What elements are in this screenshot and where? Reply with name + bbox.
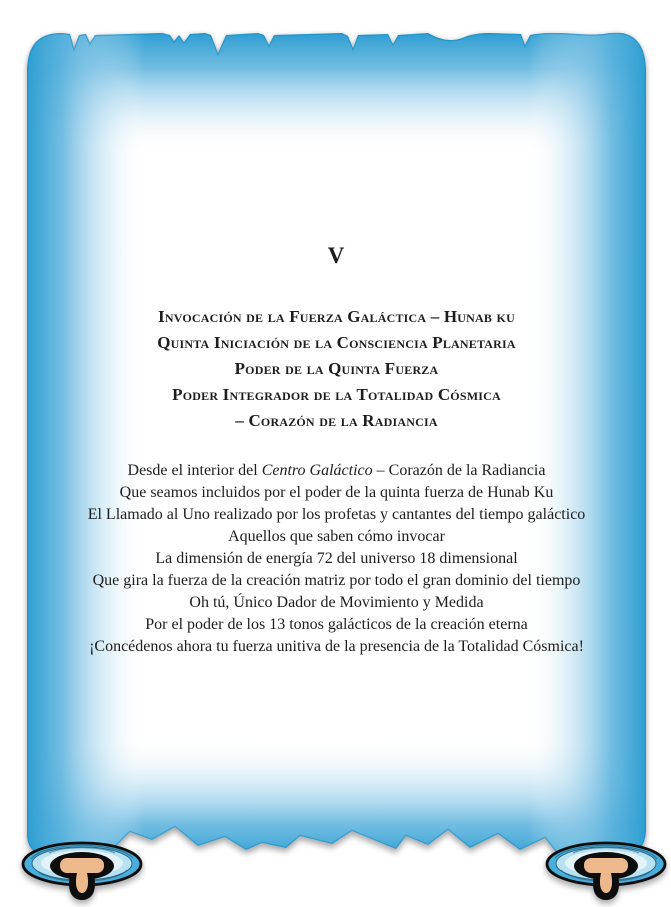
verse-line-1-italic: Centro Galáctico (261, 462, 373, 479)
verse-line-4: Aquellos que saben cómo invocar (228, 528, 445, 545)
chapter-numeral: V (327, 243, 346, 268)
verse-line-5: La dimensión de energía 72 del universo 18 dimensional (155, 550, 518, 567)
title-line-3: Poder de la Quinta Fuerza (234, 359, 439, 378)
verse-line-6: Que gira la fuerza de la creación matriz por todo el gran dominio del tiempo (92, 572, 581, 589)
verse-line-9: ¡Concédenos ahora tu fuerza unitiva de la presencia de la Totalidad Cósmica! (89, 638, 584, 655)
invocation-verses (27, 460, 646, 658)
verse-line-1-prefix: Desde el interior del (127, 462, 262, 479)
verse-line-1-suffix: – Corazón de la Radiancia (372, 462, 546, 479)
verse-line-1 (27, 460, 646, 482)
title-line-5: – Corazón de la Radiancia (235, 411, 438, 430)
verse-line-3: El Llamado al Uno realizado por los profetas y cantantes del tiempo galáctico (87, 506, 586, 523)
invocation-title (27, 304, 646, 434)
title-line-2: Quinta Iniciación de la Consciencia Planetaria (157, 333, 516, 352)
verse-line-8: Por el poder de los 13 tonos galácticos de la creación eterna (145, 616, 528, 633)
verse-line-2: Que seamos incluidos por el poder de la quinta fuerza de Hunab Ku (119, 484, 554, 501)
page-content (27, 0, 646, 907)
title-line-1: Invocación de la Fuerza Galáctica – Hunab ku (158, 307, 515, 326)
title-line-4: Poder Integrador de la Totalidad Cósmica (172, 385, 501, 404)
verse-line-7: Oh tú, Único Dador de Movimiento y Medida (189, 594, 484, 611)
